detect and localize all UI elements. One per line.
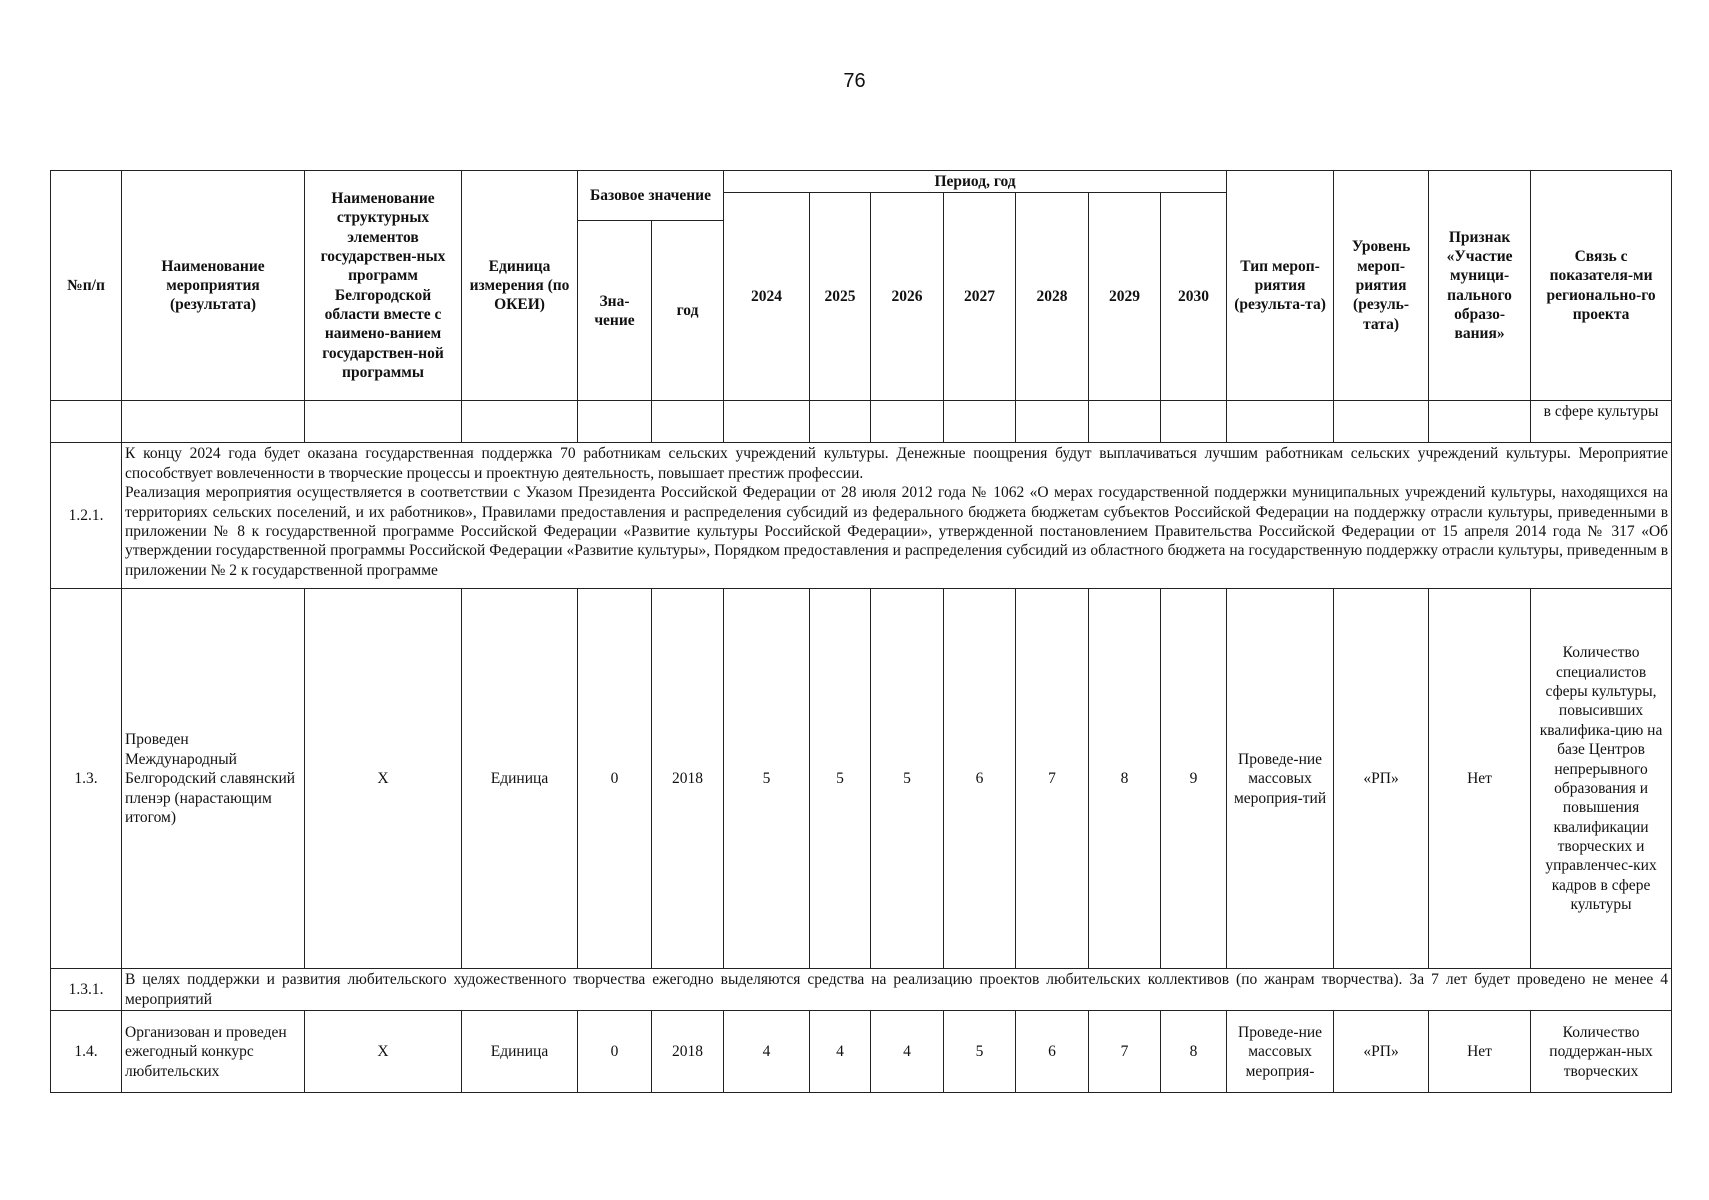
description-row-1-2-1: [51, 443, 1672, 589]
value-2025: 5: [810, 589, 871, 969]
description-cell: [122, 443, 1672, 589]
value-2028: 7: [1016, 589, 1089, 969]
carry-link-cell: в сфере культуры: [1531, 401, 1672, 443]
value-2030: 8: [1161, 1011, 1227, 1093]
event-level: «РП»: [1334, 1011, 1429, 1093]
regional-project-link: Количество поддержан-ных творческих: [1531, 1011, 1672, 1093]
description-paragraph: Реализация мероприятия осуществляется в соответствии с Указом Президента Российской Федерации от 28 июля 2012 года № 1062 «О мерах государственной поддержки муниципальных учреждений культуры, находящихся на территориях сельских поселений, и их работников», Правилами предоставления и распределения субсидий из федерального бюджета бюджетам субъектов Российской Федерации на поддержку отрасли культуры, приведенными в приложении № 8 к государственной программе Российской Федерации «Развитие культуры Российской Федерации», утвержденной постановлением Правительства Российской Федерации от 15 апреля 2014 года № 317 «Об утверждении государственной программы Российской Федерации «Развитие культуры», Порядком предоставления и распределения субсидий из областного бюджета на государственную поддержку отрасли культуры, приведенным в приложении № 2 к государственной программе: [125, 484, 1669, 579]
value-2026: 4: [871, 1011, 944, 1093]
base-value: 0: [578, 1011, 652, 1093]
header-name: Наименование мероприятия (результата): [122, 171, 305, 401]
header-year-2027: 2027: [944, 193, 1016, 401]
header-unit: Единица измерения (по ОКЕИ): [462, 171, 578, 401]
header-link: Связь с показателя-ми регионально-го проекта: [1531, 171, 1672, 401]
structural-element: Х: [305, 589, 462, 969]
header-period: Период, год: [724, 171, 1227, 193]
value-2027: 5: [944, 1011, 1016, 1093]
base-value: 0: [578, 589, 652, 969]
row-number: 1.3.: [51, 589, 122, 969]
event-type: Проведе-ние массовых мероприя-тий: [1227, 589, 1334, 969]
event-type: Проведе-ние массовых мероприя-: [1227, 1011, 1334, 1093]
municipal-participation: Нет: [1429, 1011, 1531, 1093]
municipal-participation: Нет: [1429, 589, 1531, 969]
unit: Единица: [462, 1011, 578, 1093]
description-row-1-3-1: [51, 969, 1672, 1011]
header-year-2028: 2028: [1016, 193, 1089, 401]
row-number: 1.2.1.: [51, 443, 122, 589]
header-year-2026: 2026: [871, 193, 944, 401]
header-base: Базовое значение: [578, 171, 724, 221]
row-number: 1.3.1.: [51, 969, 122, 1011]
events-table: [50, 170, 1672, 1093]
value-2025: 4: [810, 1011, 871, 1093]
header-level: Уровень мероп-риятия (резуль-тата): [1334, 171, 1429, 401]
header-structural: Наименование структурных элементов государствен-ных программ Белгородской области вместе с наимено-ванием государствен-ной программы: [305, 171, 462, 401]
header-municipal: Признак «Участие муници-пального образо-вания»: [1429, 171, 1531, 401]
value-2029: 8: [1089, 589, 1161, 969]
unit: Единица: [462, 589, 578, 969]
value-2030: 9: [1161, 589, 1227, 969]
value-2027: 6: [944, 589, 1016, 969]
value-2029: 7: [1089, 1011, 1161, 1093]
event-level: «РП»: [1334, 589, 1429, 969]
header-year-2024: 2024: [724, 193, 810, 401]
base-year: 2018: [652, 589, 724, 969]
value-2028: 6: [1016, 1011, 1089, 1093]
row-number: 1.4.: [51, 1011, 122, 1093]
base-year: 2018: [652, 1011, 724, 1093]
value-2026: 5: [871, 589, 944, 969]
event-name: Организован и проведен ежегодный конкурс любительских: [122, 1011, 305, 1093]
table-row-1-4: [51, 1011, 1672, 1093]
header-base-value: Зна-чение: [578, 221, 652, 401]
description-cell: В целях поддержки и развития любительского художественного творчества ежегодно выделяются средства на реализацию проектов любительских коллективов (по жанрам творчества). За 7 лет будет проведено не менее 4 мероприятий: [122, 969, 1672, 1011]
table-row: [51, 401, 1672, 443]
value-2024: 4: [724, 1011, 810, 1093]
header-year-2030: 2030: [1161, 193, 1227, 401]
value-2024: 5: [724, 589, 810, 969]
header-type: Тип мероп-риятия (результа-та): [1227, 171, 1334, 401]
header-base-year: год: [652, 221, 724, 401]
structural-element: Х: [305, 1011, 462, 1093]
table-row-1-3: [51, 589, 1672, 969]
description-paragraph: К концу 2024 года будет оказана государственная поддержка 70 работникам сельских учреждений культуры. Денежные поощрения будут выплачиваться лучшим работникам сельских учреждений культуры. Мероприятие способствует вовлеченности в творческие процессы и проектную деятельность, повышает престиж профессии.: [125, 445, 1669, 482]
regional-project-link: Количество специалистов сферы культуры, повысивших квалифика-цию на базе Центров непрерывного образования и повышения квалификации творческих и управленчес-ких кадров в сфере культуры: [1531, 589, 1672, 969]
page-number: 76: [843, 70, 866, 92]
event-name: Проведен Международный Белгородский славянский пленэр (нарастающим итогом): [122, 589, 305, 969]
header-year-2025: 2025: [810, 193, 871, 401]
header-year-2029: 2029: [1089, 193, 1161, 401]
header-num: №п/п: [51, 171, 122, 401]
